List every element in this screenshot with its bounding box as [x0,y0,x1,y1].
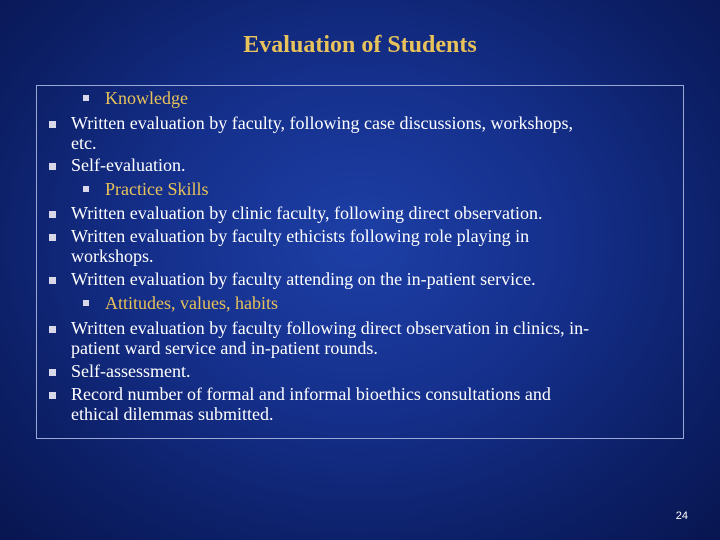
square-bullet-icon [49,277,56,284]
square-bullet-icon [49,121,56,128]
list-item-text: Written evaluation by faculty, following case discussions, workshops, [71,113,574,133]
section-heading-text: Practice Skills [105,179,209,199]
list-item-text: etc. [71,133,97,153]
square-bullet-icon [49,326,56,333]
list-item-text: Record number of formal and informal bioethics consultations and [71,384,551,404]
list-item-text: Written evaluation by faculty attending on the in-patient service. [71,269,536,289]
list-item-text: Self-assessment. [71,361,191,381]
square-bullet-icon [83,300,89,306]
page-number: 24 [675,510,688,522]
list-item-text: Written evaluation by clinic faculty, following direct observation. [71,203,543,223]
section-heading-text: Knowledge [105,88,188,108]
square-bullet-icon [49,163,56,170]
slide-title: Evaluation of Students [243,32,477,58]
square-bullet-icon [49,234,56,241]
list-item-text: workshops. [71,246,154,266]
square-bullet-icon [83,95,89,101]
list-item-text: ethical dilemmas submitted. [71,404,274,424]
square-bullet-icon [49,211,56,218]
list-item-text: Self-evaluation. [71,155,186,175]
list-item-text: patient ward service and in-patient rounds. [71,338,378,358]
square-bullet-icon [83,186,89,192]
square-bullet-icon [49,369,56,376]
section-heading-text: Attitudes, values, habits [105,293,278,313]
square-bullet-icon [49,392,56,399]
list-item-text: Written evaluation by faculty following direct observation in clinics, in- [71,318,590,338]
content-box [36,85,684,439]
list-item-text: Written evaluation by faculty ethicists following role playing in [71,226,530,246]
